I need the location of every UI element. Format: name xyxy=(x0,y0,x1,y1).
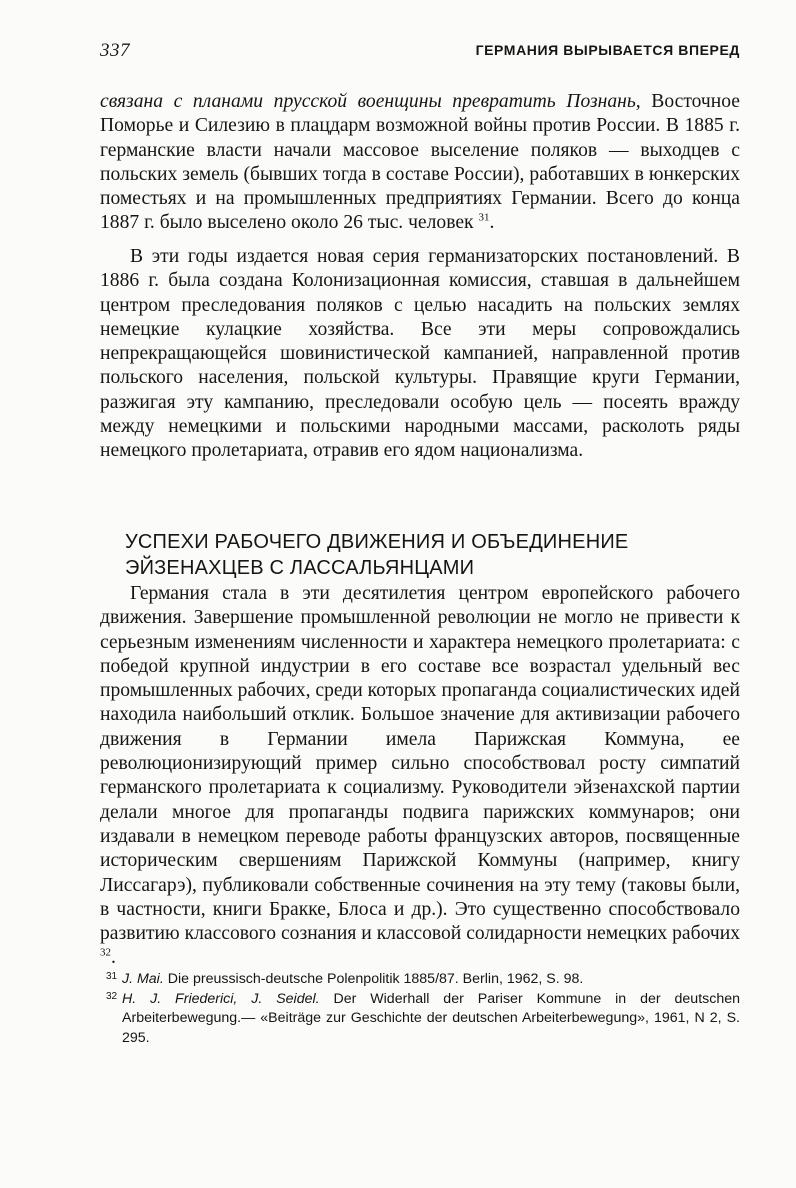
footnote-mark: 31 xyxy=(106,971,118,982)
footnote-text: Der Widerhall der Pariser Kommune in der deutschen Arbeiterbewegung.— «Beiträge zur Geschichte der deutschen Arbeiterbewegung», 1961, N 2, S. 295. xyxy=(122,990,741,1046)
section-heading-line-1: УСПЕХИ РАБОЧЕГО ДВИЖЕНИЯ И ОБЪЕДИНЕНИЕ xyxy=(125,530,629,553)
paragraph-end: . xyxy=(111,947,116,969)
footnote-mark: 32 xyxy=(106,990,118,1002)
footnote-author: H. J. Friederici, J. Seidel. xyxy=(122,990,320,1007)
paragraph-text: Германия стала в эти десятилетия центром европейского рабочего движения. Завершение промышленной революции не могло не привести к серьезным изменениям численности и характера немецкого пролетариата: с победой крупной индустрии в его составе все возрастал удельный вес промышленных рабочих, среди которых пропаганда социалистических идей находила наибольший отклик. Большое значение для активизации рабочего движения в Германии имела Парижская Коммуна, ее революционизирующий пример сильно способствовал росту симпатий германского пролетариата к социализму. Руководители эйзенахской партии делали многое для пропаганды подвига парижских коммунаров; они издавали в немецком переводе работы французских авторов, посвященные историческим свершениям Парижской Коммуны (например, книгу Лиссагарэ), публиковали собственные сочинения на эту тему (таковы были, в частности, книги Бракке, Блоса и др.). Это существенно способствовало развитию классового сознания и классовой солидарности немецких рабочих xyxy=(100,583,740,945)
page-number: 337 xyxy=(100,40,130,61)
paragraph-labor-movement xyxy=(100,582,740,971)
footnote-text: Die preussisch-deutsche Polenpolitik 1885/87. Berlin, 1962, S. 98. xyxy=(163,971,584,987)
footnote-32 xyxy=(100,990,740,1049)
page-header xyxy=(100,40,740,64)
footnote-ref-31[interactable]: 31 xyxy=(478,211,490,224)
paragraph-text: Восточное Поморье и Силезию в плацдарм возможной войны против России. В 1885 г. германские власти начали массовое выселение поляков — выходцев с польских земель (бывших тогда в составе России), работавших в юнкерских поместьях и на промышленных предприятиях Германии. Всего до конца 1887 г. было выселено около 26 тыс. человек xyxy=(100,91,740,234)
footnote-31 xyxy=(100,970,740,990)
italic-phrase: связана с планами прусской военщины превратить Познань, xyxy=(100,91,641,112)
paragraph-continuation xyxy=(100,90,740,236)
footnote-author: J. Mai. xyxy=(122,971,164,987)
footnotes xyxy=(100,970,740,1048)
footnote-ref-32[interactable]: 32 xyxy=(100,946,111,959)
paragraph-germanization: В эти годы издается новая серия германизаторских постановлений. В 1886 г. была создана Колонизационная комиссия, ставшая в дальнейшем центром преследования поляков с целью насадить на польских землях немецкие кулацкие хозяйства. Все эти меры сопровождались непрекращающейся шовинистической кампанией, направленной против польского населения, польской культуры. Правящие круги Германии, разжигая эту кампанию, преследовали особую цель — посеять вражду между немецкими и польскими народными массами, расколоть ряды немецкого пролетариата, отравив его ядом национализма. xyxy=(100,246,740,462)
section-heading-line-2: ЭЙЗЕНАХЦЕВ С ЛАССАЛЬЯНЦАМИ xyxy=(125,556,475,579)
running-title: ГЕРМАНИЯ ВЫРЫВАЕТСЯ ВПЕРЕД xyxy=(475,42,740,58)
section-heading xyxy=(125,529,725,581)
paragraph-end: . xyxy=(489,212,495,234)
